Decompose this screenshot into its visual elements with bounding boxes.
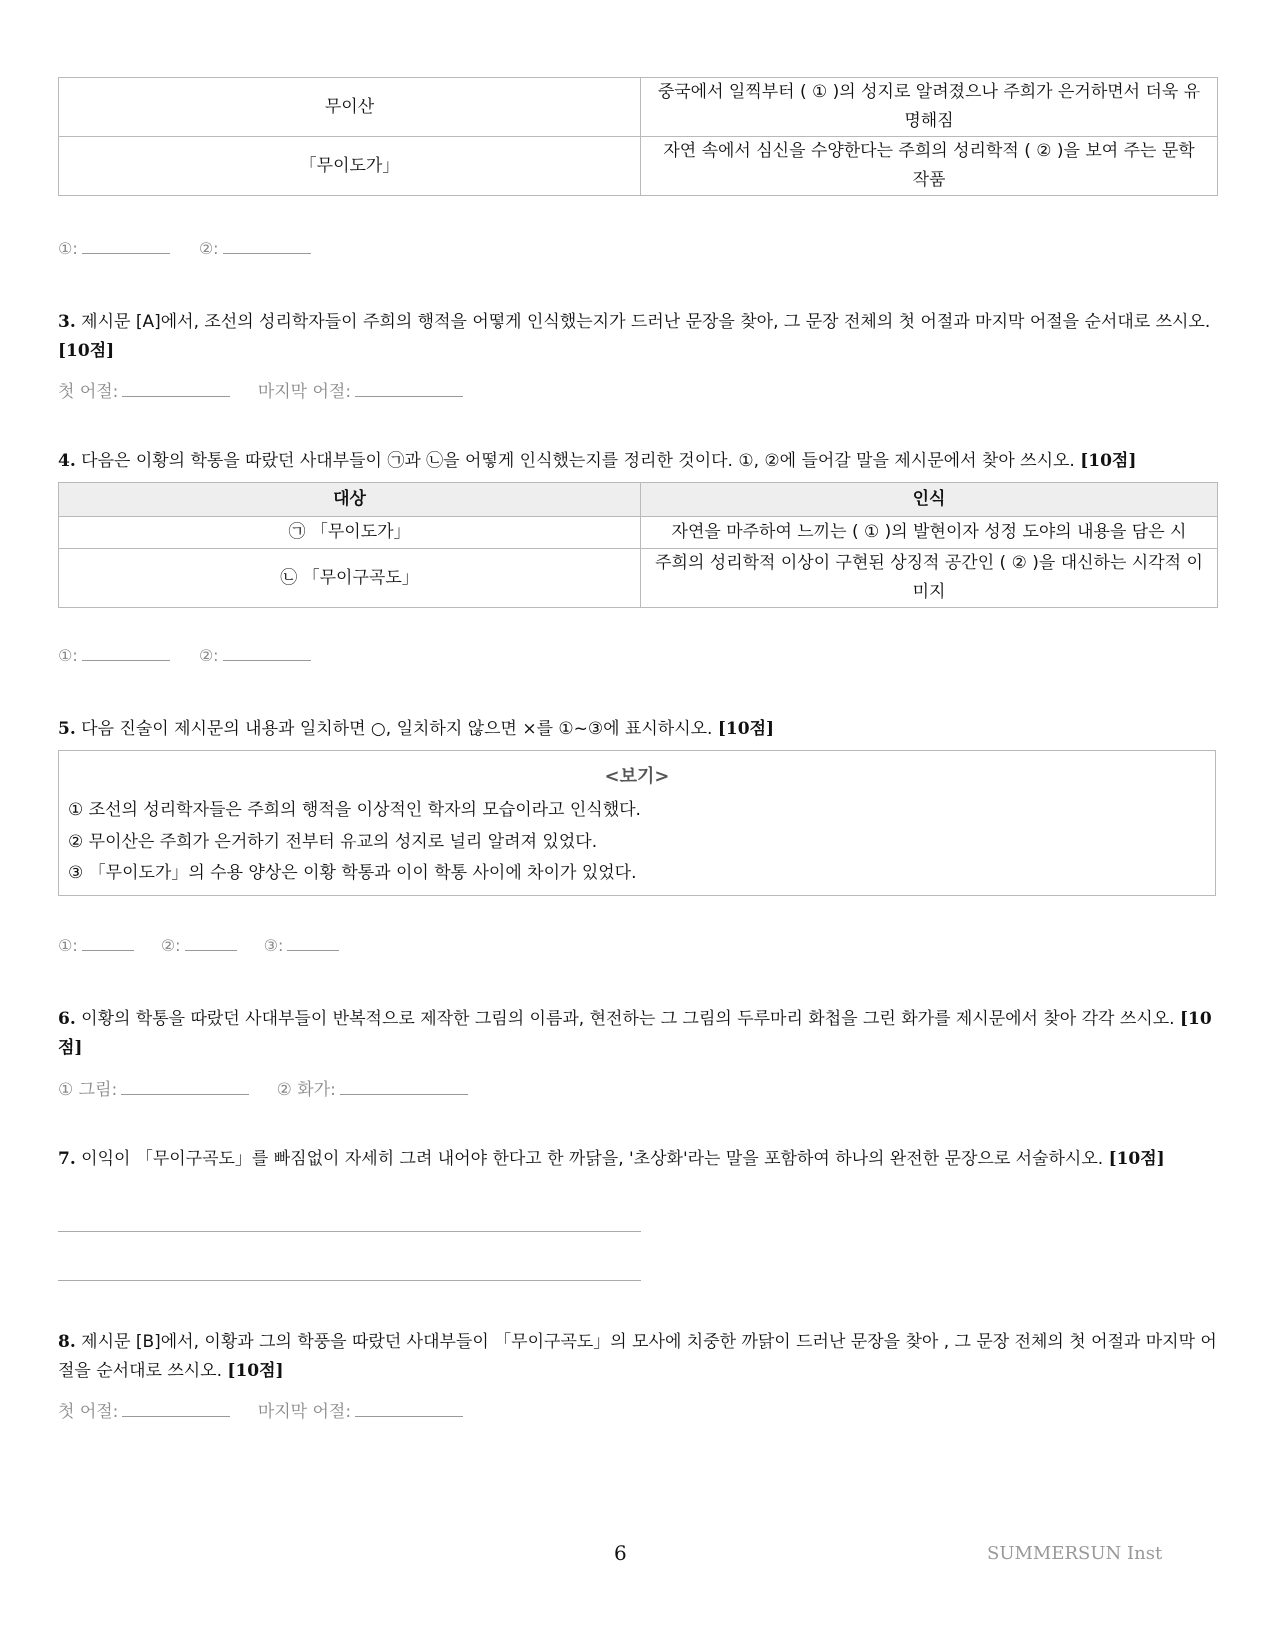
table-row xyxy=(59,517,1218,549)
blank-label-3: ③: xyxy=(263,936,284,955)
painter-label: ② 화가: xyxy=(276,1080,336,1100)
question-text: 제시문 [B]에서, 이황과 그의 학풍을 따랐던 사대부들이 「무이구곡도」의 모사에 치중한 까닭이 드러난 문장을 찾아 , 그 문장 전체의 첫 어절과 마지막 어절을 순서대로 쓰시오. xyxy=(58,1332,1217,1381)
answer-blank-1[interactable] xyxy=(82,646,170,661)
question-4 xyxy=(58,447,1220,476)
example-item-3: ③ 「무이도가」의 수용 양상은 이황 학통과 이이 학통 사이에 차이가 있었다. xyxy=(68,863,637,883)
question-7 xyxy=(58,1145,1220,1174)
page-number: 6 xyxy=(614,1541,627,1565)
first-word-label: 첫 어절: xyxy=(58,382,119,402)
answer-blank-2[interactable] xyxy=(223,239,311,254)
table-cell-desc: 중국에서 일찍부터 ( ① )의 성지로 알려졌으나 주희가 은거하면서 더욱 유명해짐 xyxy=(641,78,1218,137)
question-number: 4. xyxy=(58,451,76,471)
question-number: 3. xyxy=(58,312,76,332)
example-box xyxy=(58,750,1216,896)
question-points: [10점] xyxy=(58,1009,1212,1058)
table-cell-subject: ㉡ 「무이구곡도」 xyxy=(59,549,641,608)
q8-answer-blanks xyxy=(58,1397,463,1422)
question-5 xyxy=(58,715,1220,744)
table-header-subject: 대상 xyxy=(59,483,641,517)
table-row xyxy=(59,137,1218,196)
first-word-label: 첫 어절: xyxy=(58,1402,119,1422)
picture-label: ① 그림: xyxy=(58,1080,118,1100)
blank-label-1: ①: xyxy=(58,936,78,955)
table-header-row xyxy=(59,483,1218,517)
picture-blank[interactable] xyxy=(121,1080,249,1095)
answer-blank-2[interactable] xyxy=(223,646,311,661)
question-number: 8. xyxy=(58,1332,76,1352)
answer-blank-1[interactable] xyxy=(82,239,170,254)
last-word-label: 마지막 어절: xyxy=(257,382,352,402)
example-box-title: <보기> xyxy=(604,766,670,787)
q6-answer-blanks xyxy=(58,1075,468,1100)
answer-line-1[interactable] xyxy=(58,1231,641,1232)
q5-answer-blanks xyxy=(58,936,339,955)
blank-label-1: ①: xyxy=(58,646,78,665)
table-cell-subject: ㉠ 「무이도가」 xyxy=(59,517,641,549)
summary-table-2 xyxy=(58,482,1218,608)
question-text: 다음 진술이 제시문의 내용과 일치하면 ○, 일치하지 않으면 ×를 ①~③에 표시하시오. xyxy=(81,719,713,739)
question-points: [10점] xyxy=(1080,451,1137,471)
blank-label-2: ②: xyxy=(160,936,181,955)
question-number: 5. xyxy=(58,719,76,739)
question-text: 이익이 「무이구곡도」를 빠짐없이 자세히 그려 내어야 한다고 한 까닭을, '초상화'라는 말을 포함하여 하나의 완전한 문장으로 서술하시오. xyxy=(81,1149,1104,1169)
first-word-blank[interactable] xyxy=(122,382,230,397)
answer-blank-1[interactable] xyxy=(82,936,134,951)
summary-table-1 xyxy=(58,77,1218,196)
question-6 xyxy=(58,1005,1220,1063)
question-points: [10점] xyxy=(227,1361,284,1381)
question-text: 이황의 학통을 따랐던 사대부들이 반복적으로 제작한 그림의 이름과, 현전하는 그 그림의 두루마리 화첩을 그린 화가를 제시문에서 찾아 각각 쓰시오. xyxy=(81,1009,1175,1029)
q2-answer-blanks xyxy=(58,239,311,258)
question-text: 제시문 [A]에서, 조선의 성리학자들이 주희의 행적을 어떻게 인식했는지가 드러난 문장을 찾아, 그 문장 전체의 첫 어절과 마지막 어절을 순서대로 쓰시오. xyxy=(81,312,1211,332)
question-3 xyxy=(58,308,1220,366)
question-number: 6. xyxy=(58,1009,76,1029)
question-points: [10점] xyxy=(717,719,775,739)
question-points: [10점] xyxy=(1108,1149,1165,1169)
answer-blank-3[interactable] xyxy=(287,936,339,951)
institute-name: SUMMERSUN Inst xyxy=(987,1543,1163,1564)
last-word-blank[interactable] xyxy=(355,382,463,397)
table-row xyxy=(59,78,1218,137)
example-item-1: ① 조선의 성리학자들은 주희의 행적을 이상적인 학자의 모습이라고 인식했다. xyxy=(68,800,641,820)
q4-answer-blanks xyxy=(58,646,311,665)
question-points: [10점] xyxy=(58,341,115,361)
table-cell-desc: 주희의 성리학적 이상이 구현된 상징적 공간인 ( ② )을 대신하는 시각적 이미지 xyxy=(641,549,1218,608)
table-cell-subject: 무이산 xyxy=(59,78,641,137)
painter-blank[interactable] xyxy=(340,1080,468,1095)
last-word-blank[interactable] xyxy=(355,1402,463,1417)
first-word-blank[interactable] xyxy=(122,1402,230,1417)
blank-label-1: ①: xyxy=(58,239,78,258)
answer-blank-2[interactable] xyxy=(185,936,237,951)
table-header-recognition: 인식 xyxy=(641,483,1218,517)
last-word-label: 마지막 어절: xyxy=(257,1402,352,1422)
question-8 xyxy=(58,1328,1220,1386)
question-text: 다음은 이황의 학통을 따랐던 사대부들이 ㉠과 ㉡을 어떻게 인식했는지를 정리한 것이다. ①, ②에 들어갈 말을 제시문에서 찾아 쓰시오. xyxy=(81,451,1075,471)
answer-line-2[interactable] xyxy=(58,1280,641,1281)
table-cell-subject: 「무이도가」 xyxy=(59,137,641,196)
blank-label-2: ②: xyxy=(198,646,219,665)
blank-label-2: ②: xyxy=(198,239,219,258)
example-item-2: ② 무이산은 주희가 은거하기 전부터 유교의 성지로 널리 알려져 있었다. xyxy=(68,832,598,852)
q3-answer-blanks xyxy=(58,377,463,402)
table-cell-desc: 자연을 마주하여 느끼는 ( ① )의 발현이자 성정 도야의 내용을 담은 시 xyxy=(641,517,1218,549)
table-row xyxy=(59,549,1218,608)
table-cell-desc: 자연 속에서 심신을 수양한다는 주희의 성리학적 ( ② )을 보여 주는 문학 작품 xyxy=(641,137,1218,196)
question-number: 7. xyxy=(58,1149,76,1169)
